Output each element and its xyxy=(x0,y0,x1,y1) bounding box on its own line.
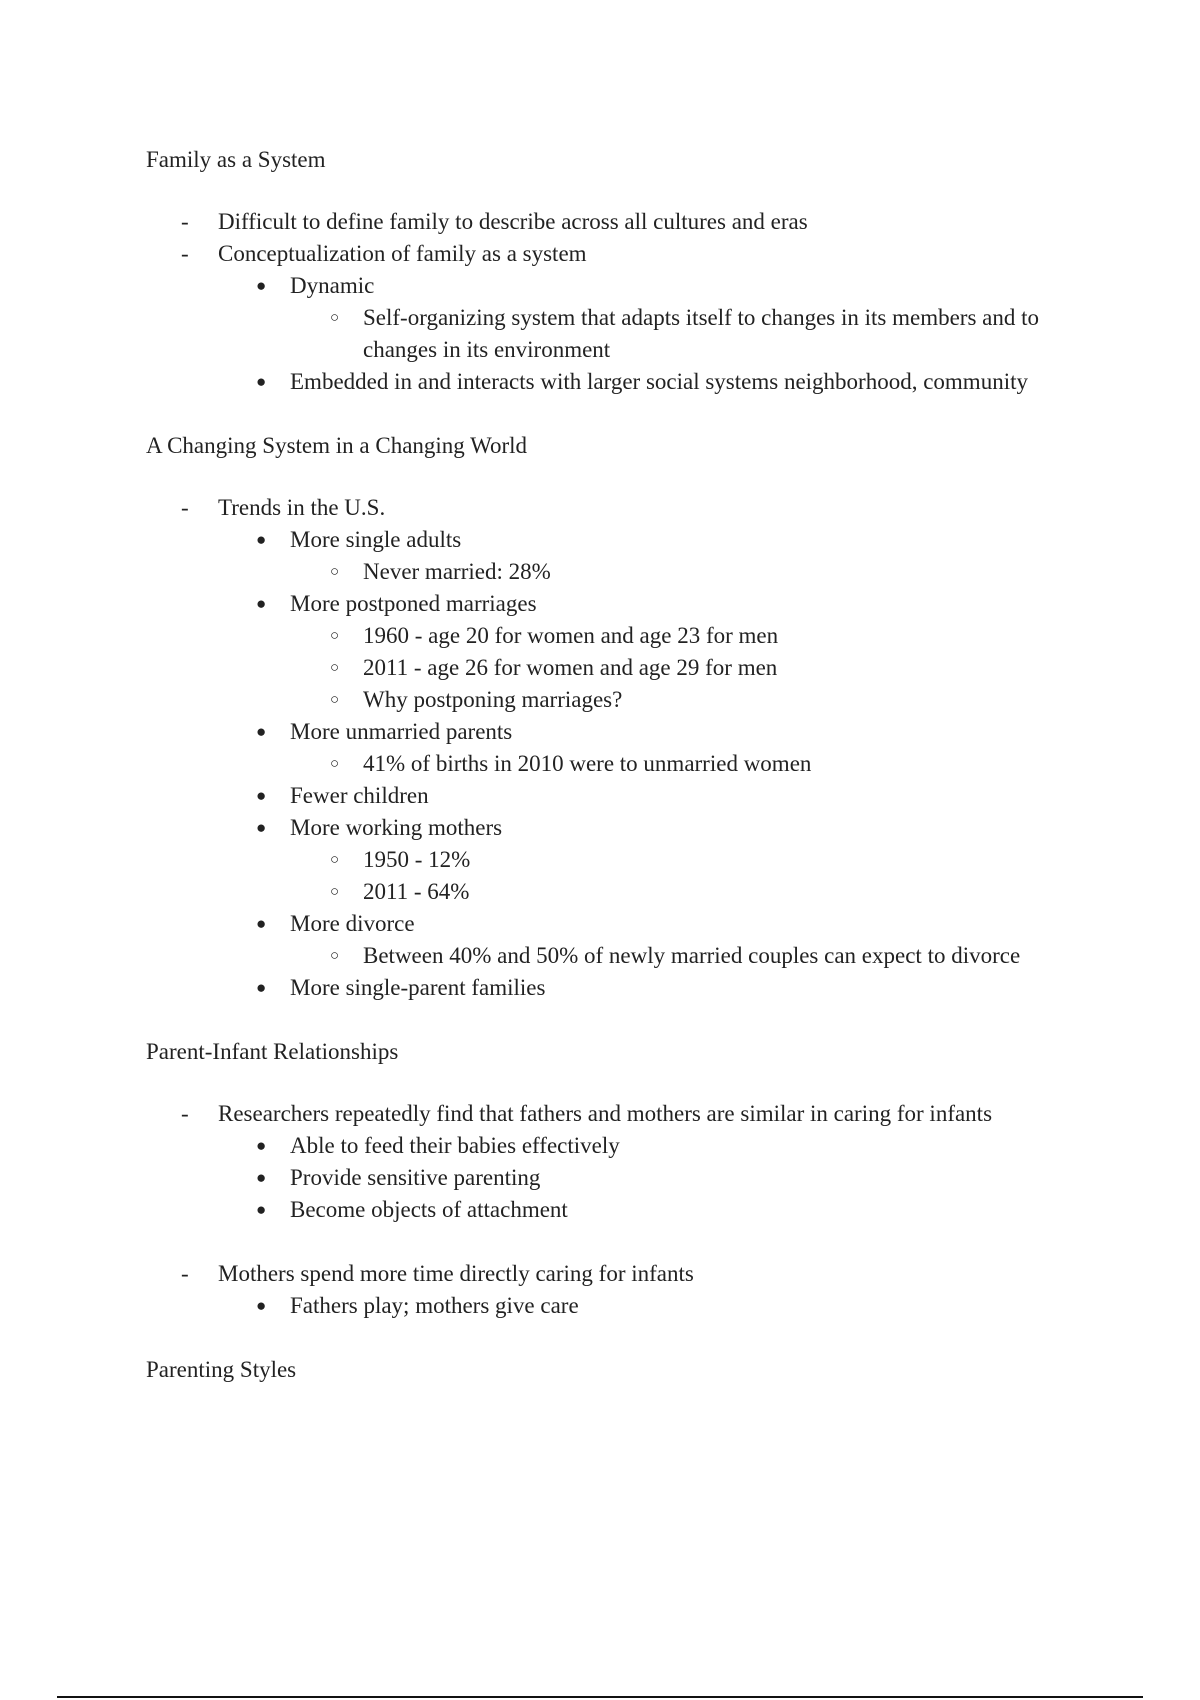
section xyxy=(146,1036,1106,1322)
outline-item-level1 xyxy=(181,238,1106,398)
hollow-circle-bullet-icon: ○ xyxy=(330,852,340,868)
outline-item-level1 xyxy=(181,1258,1106,1322)
filled-circle-bullet-icon: ● xyxy=(256,594,267,613)
outline-item-text: Embedded in and interacts with larger social systems neighborhood, community xyxy=(290,369,1028,394)
outline-item-text: More single-parent families xyxy=(290,975,546,1000)
outline-item-text: Researchers repeatedly find that fathers and mothers are similar in caring for infants xyxy=(218,1101,993,1126)
filled-circle-bullet-icon: ● xyxy=(256,978,267,997)
outline-item-text: Fewer children xyxy=(290,783,429,808)
dash-bullet-icon: - xyxy=(181,209,189,234)
outline-item-text: Provide sensitive parenting xyxy=(290,1165,541,1190)
hollow-circle-bullet-icon: ○ xyxy=(330,660,340,676)
dash-bullet-icon: - xyxy=(181,241,189,266)
hollow-circle-bullet-icon: ○ xyxy=(330,692,340,708)
outline-item-text: 1950 - 12% xyxy=(363,847,471,872)
section-heading: Family as a System xyxy=(146,147,326,172)
hollow-circle-bullet-icon: ○ xyxy=(330,310,340,326)
outline-item-level1 xyxy=(181,1098,1106,1226)
outline-item-text: More unmarried parents xyxy=(290,719,513,744)
outline-item-text: Fathers play; mothers give care xyxy=(290,1293,579,1318)
outline-item-level3 xyxy=(330,684,1106,716)
section-heading: Parenting Styles xyxy=(146,1357,297,1382)
outline-item-level2 xyxy=(256,780,1106,812)
outline-list-level3 xyxy=(290,620,1106,716)
document-body xyxy=(146,144,1106,1416)
hollow-circle-bullet-icon: ○ xyxy=(330,948,340,964)
filled-circle-bullet-icon: ● xyxy=(256,372,267,391)
outline-item-text: Dynamic xyxy=(290,273,375,298)
outline-item-level2 xyxy=(256,270,1106,366)
section-heading: Parent-Infant Relationships xyxy=(146,1039,399,1064)
outline-list-level3 xyxy=(290,302,1106,366)
outline-item-level3 xyxy=(330,844,1106,876)
outline-item-text: More postponed marriages xyxy=(290,591,537,616)
outline-item-level2 xyxy=(256,716,1106,780)
outline-item-level2 xyxy=(256,1130,1106,1162)
outline-item-level1 xyxy=(181,492,1106,1004)
outline-item-level1 xyxy=(181,206,1106,238)
outline-list-level3 xyxy=(290,748,1106,780)
filled-circle-bullet-icon: ● xyxy=(256,530,267,549)
section xyxy=(146,1354,1106,1386)
outline-item-level2 xyxy=(256,588,1106,716)
outline-list-level2 xyxy=(218,1130,1106,1226)
outline-item-text: Never married: 28% xyxy=(363,559,551,584)
outline-list-level2 xyxy=(218,524,1106,1004)
outline-item-text: 2011 - age 26 for women and age 29 for men xyxy=(363,655,778,680)
outline-item-level2 xyxy=(256,812,1106,908)
outline-item-level3 xyxy=(330,652,1106,684)
outline-list-level3 xyxy=(290,940,1106,972)
outline-item-text: Able to feed their babies effectively xyxy=(290,1133,620,1158)
hollow-circle-bullet-icon: ○ xyxy=(330,756,340,772)
hollow-circle-bullet-icon: ○ xyxy=(330,628,340,644)
outline-list-level1 xyxy=(146,492,1106,1004)
dash-bullet-icon: - xyxy=(181,1101,189,1126)
outline-item-text: Mothers spend more time directly caring for infants xyxy=(218,1261,694,1286)
outline-item-level2 xyxy=(256,366,1106,398)
filled-circle-bullet-icon: ● xyxy=(256,1136,267,1155)
outline-item-text: More single adults xyxy=(290,527,462,552)
page-bottom-rule xyxy=(57,1696,1143,1698)
outline-item-level2 xyxy=(256,972,1106,1004)
outline-item-text: Trends in the U.S. xyxy=(218,495,386,520)
hollow-circle-bullet-icon: ○ xyxy=(330,884,340,900)
filled-circle-bullet-icon: ● xyxy=(256,914,267,933)
outline-item-text: More working mothers xyxy=(290,815,503,840)
outline-item-level2 xyxy=(256,908,1106,972)
outline-item-level2 xyxy=(256,1162,1106,1194)
section-heading: A Changing System in a Changing World xyxy=(146,433,528,458)
outline-item-level2 xyxy=(256,1194,1106,1226)
outline-item-text: 1960 - age 20 for women and age 23 for men xyxy=(363,623,779,648)
filled-circle-bullet-icon: ● xyxy=(256,1296,267,1315)
section xyxy=(146,430,1106,1004)
outline-item-level3 xyxy=(330,748,1106,780)
outline-item-level2 xyxy=(256,1290,1106,1322)
outline-list-level2 xyxy=(218,270,1106,398)
outline-item-text: More divorce xyxy=(290,911,415,936)
outline-item-level3 xyxy=(330,302,1106,366)
hollow-circle-bullet-icon: ○ xyxy=(330,564,340,580)
outline-list-level3 xyxy=(290,844,1106,908)
outline-item-text: 2011 - 64% xyxy=(363,879,470,904)
outline-item-level3 xyxy=(330,876,1106,908)
outline-item-text: Self-organizing system that adapts itself to changes in its members and to changes in its environment xyxy=(363,305,1040,362)
outline-item-text: Between 40% and 50% of newly married couples can expect to divorce xyxy=(363,943,1021,968)
filled-circle-bullet-icon: ● xyxy=(256,1200,267,1219)
filled-circle-bullet-icon: ● xyxy=(256,818,267,837)
dash-bullet-icon: - xyxy=(181,495,189,520)
outline-item-level2 xyxy=(256,524,1106,588)
outline-list-level1 xyxy=(146,1098,1106,1322)
filled-circle-bullet-icon: ● xyxy=(256,722,267,741)
outline-list-level2 xyxy=(218,1290,1106,1322)
outline-list-level3 xyxy=(290,556,1106,588)
section xyxy=(146,144,1106,398)
outline-item-text: Why postponing marriages? xyxy=(363,687,623,712)
filled-circle-bullet-icon: ● xyxy=(256,786,267,805)
filled-circle-bullet-icon: ● xyxy=(256,1168,267,1187)
outline-item-level3 xyxy=(330,556,1106,588)
filled-circle-bullet-icon: ● xyxy=(256,276,267,295)
outline-item-level3 xyxy=(330,940,1106,972)
outline-list-level1 xyxy=(146,206,1106,398)
dash-bullet-icon: - xyxy=(181,1261,189,1286)
outline-item-text: Conceptualization of family as a system xyxy=(218,241,587,266)
outline-item-text: Become objects of attachment xyxy=(290,1197,568,1222)
outline-item-text: Difficult to define family to describe across all cultures and eras xyxy=(218,209,808,234)
outline-item-level3 xyxy=(330,620,1106,652)
outline-item-text: 41% of births in 2010 were to unmarried women xyxy=(363,751,812,776)
